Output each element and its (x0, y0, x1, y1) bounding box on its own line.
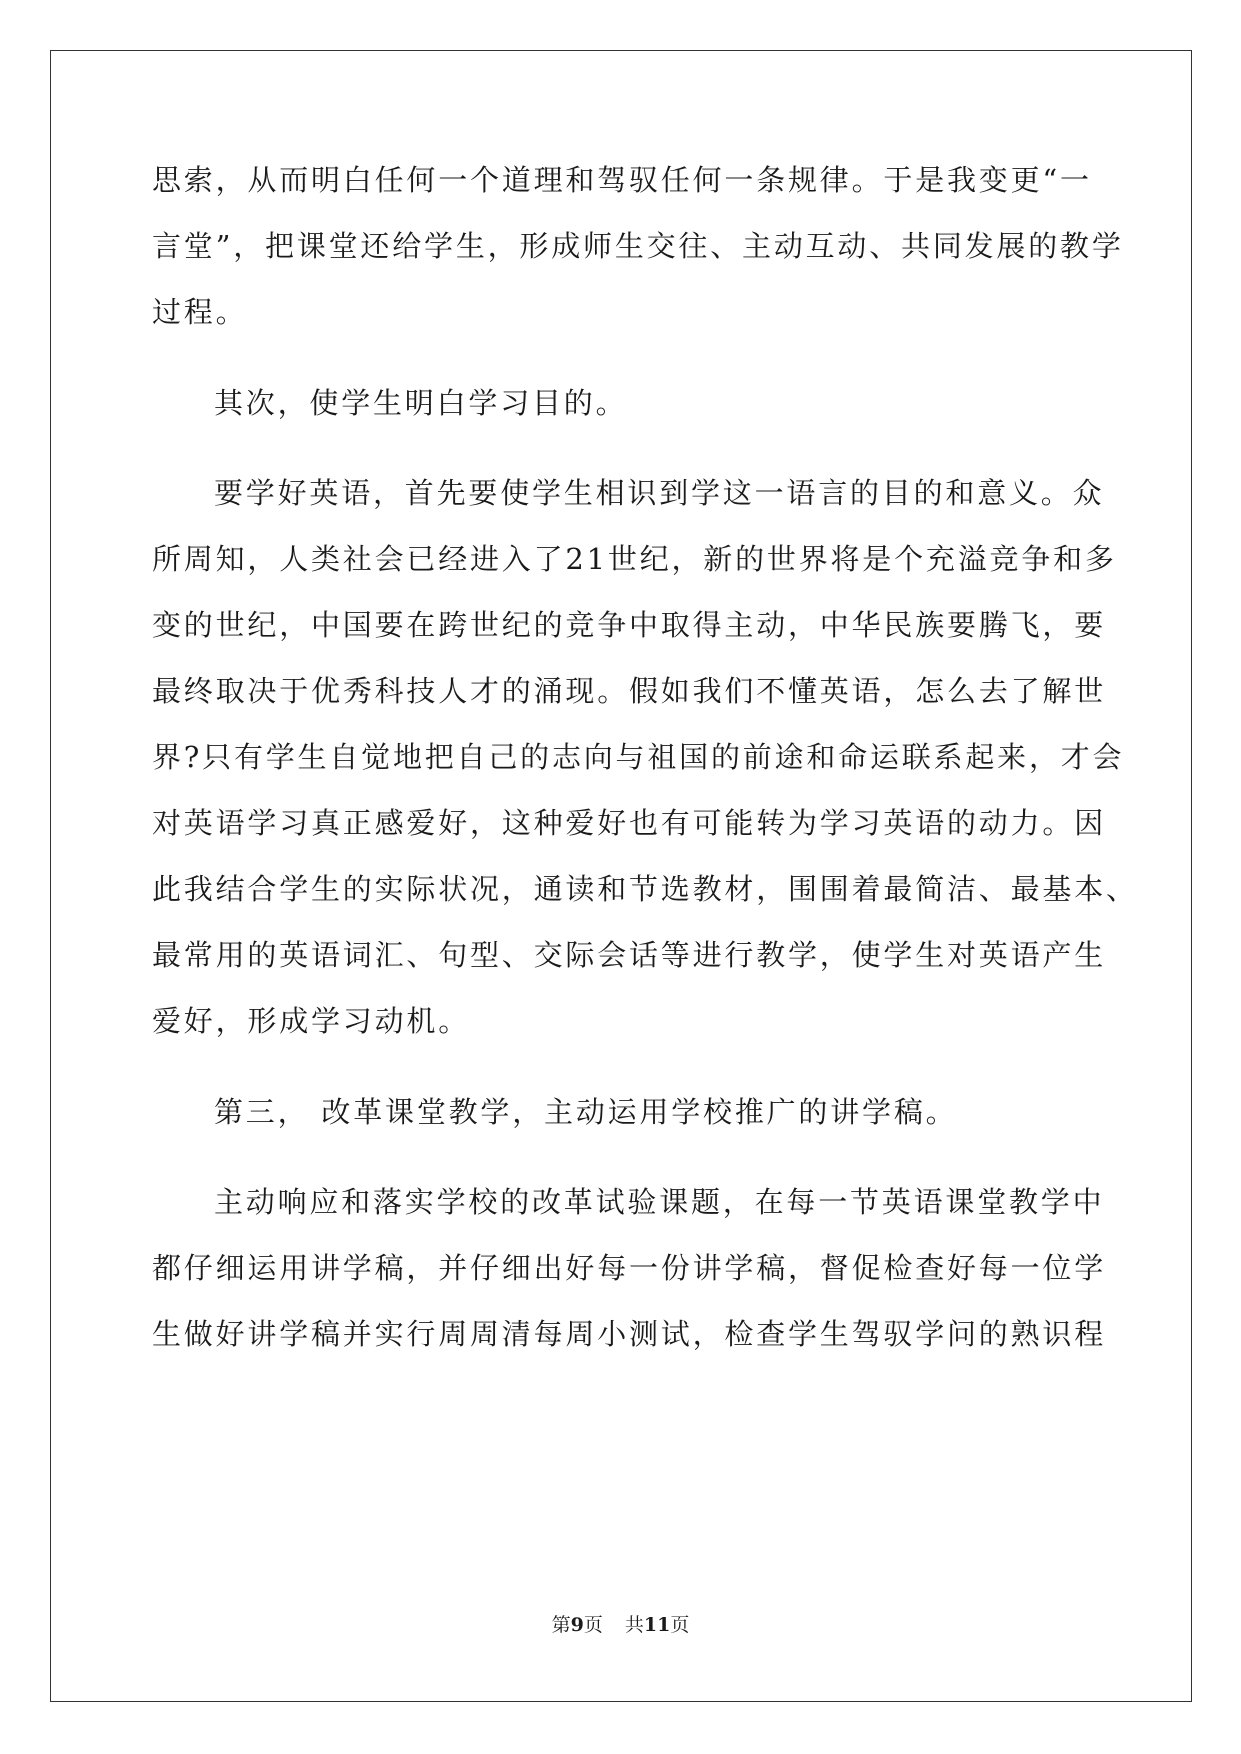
text-line: 最常用的英语词汇、句型、交际会话等进行教学，使学生对英语产生 (152, 938, 1107, 972)
text-line: 此我结合学生的实际状况，通读和节选教材，围围着最简洁、最基本、 (152, 872, 1138, 906)
text-line: 界?只有学生自觉地把自己的志向与祖国的前途和命运联系起来，才会 (152, 740, 1125, 774)
text-line: 最终取决于优秀科技人才的涌现。假如我们不懂英语，怎么去了解世 (152, 674, 1107, 708)
text-line: 第三， 改革课堂教学，主动运用学校推广的讲学稿。 (214, 1095, 958, 1129)
total-pages-suffix: 页 (670, 1614, 690, 1636)
text-line: 言堂”，把课堂还给学生，形成师生交往、主动互动、共同发展的教学 (152, 229, 1124, 263)
text-line: 变的世纪，中国要在跨世纪的竞争中取得主动，中华民族要腾飞，要 (152, 608, 1107, 642)
page-footer (0, 1613, 1241, 1637)
text-line: 其次，使学生明白学习目的。 (214, 386, 628, 420)
text-line: 主动响应和落实学校的改革试验课题，在每一节英语课堂教学中 (214, 1185, 1105, 1219)
text-line: 要学好英语，首先要使学生相识到学这一语言的目的和意义。众 (214, 476, 1105, 510)
total-pages-prefix: 共 (624, 1614, 644, 1636)
text-line: 对英语学习真正感爱好，这种爱好也有可能转为学习英语的动力。因 (152, 806, 1107, 840)
text-line: 过程。 (152, 295, 248, 329)
total-pages: 11 (643, 1614, 671, 1636)
page-number: 9 (570, 1614, 584, 1636)
text-line: 爱好，形成学习动机。 (152, 1004, 471, 1038)
text-line: 生做好讲学稿并实行周周清每周小测试，检查学生驾驭学问的熟识程 (152, 1317, 1107, 1351)
page-number-suffix: 页 (583, 1614, 603, 1636)
text-line: 所周知，人类社会已经进入了21世纪，新的世界将是个充溢竞争和多 (152, 542, 1117, 576)
page-number-prefix: 第 (551, 1614, 571, 1636)
text-line: 思索，从而明白任何一个道理和驾驭任何一条规律。于是我变更“一 (152, 163, 1092, 197)
text-line: 都仔细运用讲学稿，并仔细出好每一份讲学稿，督促检查好每一位学 (152, 1251, 1107, 1285)
